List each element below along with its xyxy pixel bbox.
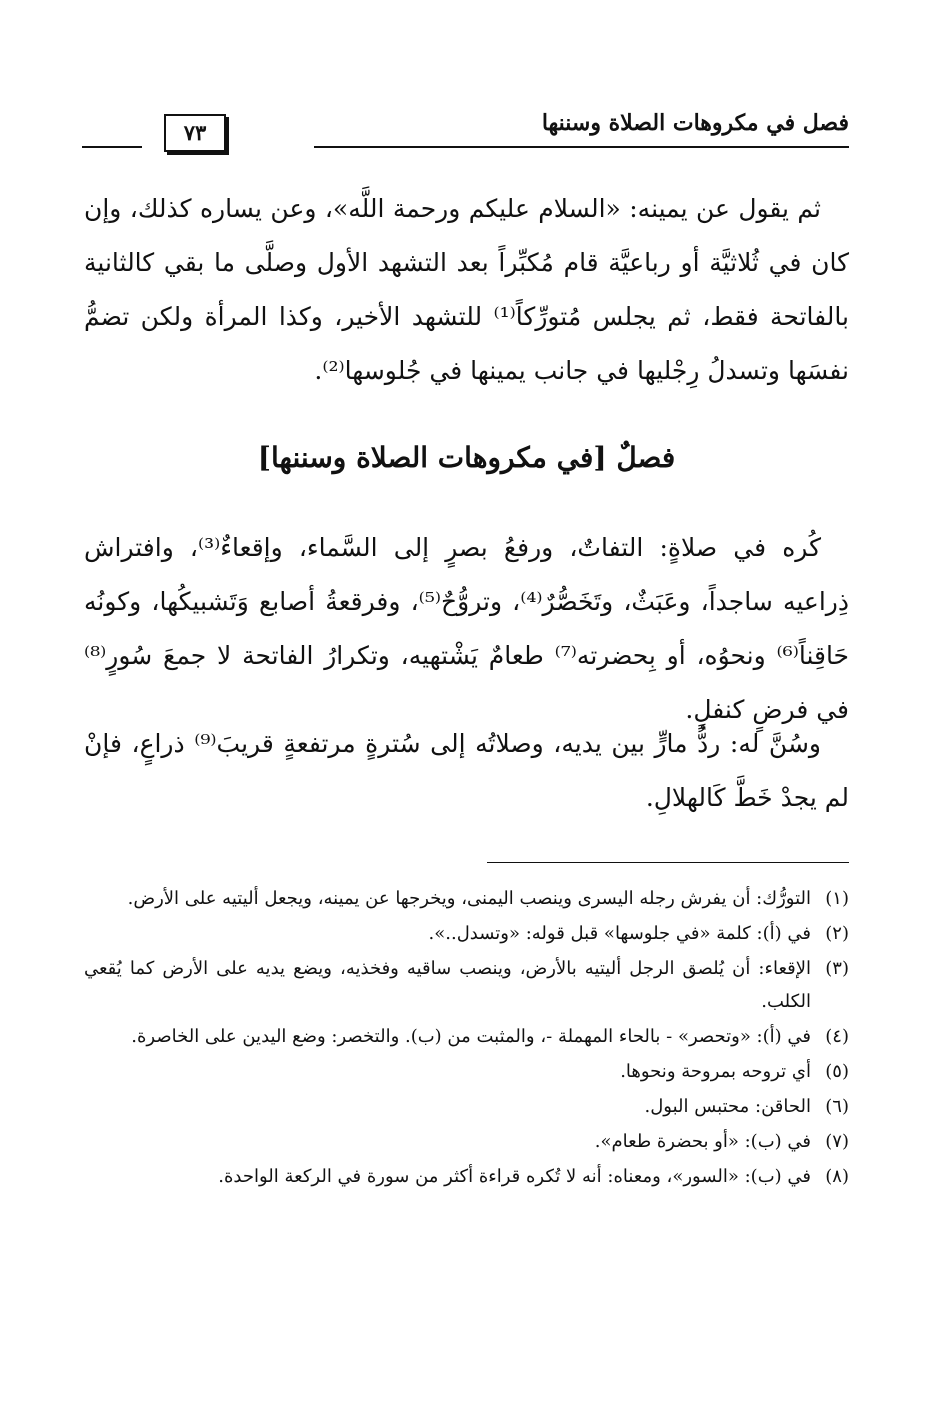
- running-header: [82, 108, 849, 156]
- footnote: [84, 1160, 849, 1193]
- footnote: [84, 917, 849, 950]
- body-paragraph-1: ثم يقول عن يمينه: «السلام عليكم ورحمة اللَّه»، وعن يساره كذلك، وإن كان في ثُلاثيَّة أو رباعيَّة قام مُكبِّراً بعد التشهد الأول وصلَّى ما بقي كالثانية بالفاتحة فقط، ثم يجلس مُتورِّكاً⁽¹⁾ للتشهد الأخير، وكذا المرأة ولكن تضمُّ نفسَها وتسدلُ رِجْليها في جانب يمينها في جُلوسها⁽²⁾.: [84, 194, 849, 385]
- footnotes: [84, 882, 849, 1195]
- footnote: [84, 952, 849, 1018]
- footnote-number: (٨): [825, 1166, 849, 1187]
- footnote-text: في (ب): «أو بحضرة طعام».: [594, 1131, 811, 1152]
- footnote-text: الحاقن: محتبس البول.: [644, 1096, 811, 1117]
- footnote: [84, 1020, 849, 1053]
- footnote-number: (٦): [825, 1096, 849, 1117]
- header-title: فصل في مكروهات الصلاة وسننها: [541, 110, 849, 136]
- footnote-number: (٣): [825, 958, 849, 979]
- footnote: [84, 882, 849, 915]
- footnote-number: (٥): [825, 1061, 849, 1082]
- footnote-text: التورُّك: أن يفرش رجله اليسرى وينصب اليمنى، ويخرجها عن يمينه، ويجعل أليتيه على الأرض.: [127, 888, 811, 909]
- header-rule-short: [82, 146, 142, 148]
- footnote-text: الإقعاء: أن يُلصق الرجل أليتيه بالأرض، وينصب ساقيه وفخذيه، ويضع يديه على الأرض كما يُقعي الكلب.: [84, 958, 811, 1012]
- footnote-number: (٢): [825, 923, 849, 944]
- body-paragraph-2: كُره في صلاةٍ: التفاتٌ، ورفعُ بصرٍ إلى السَّماء، وإقعاءٌ⁽³⁾، وافتراش ذِراعيه ساجداً، وعَبَثٌ، وتَخَصُّرٌ⁽⁴⁾، وتروُّحٌ⁽⁵⁾، وفرقعةُ أصابع وَتَشبيكُها، وكونُه حَاقِناً⁽⁶⁾ ونحوُه، أو بِحضرته⁽⁷⁾ طعامٌ يَشْتهيه، وتكرارُ الفاتحة لا جمعَ سُورٍ⁽⁸⁾ في فرضٍ كنفلٍ.: [84, 533, 850, 724]
- footnote-text: في (أ): «وتحصر» - بالحاء المهملة -، والمثبت من (ب). والتخصر: وضع اليدين على الخاصرة.: [131, 1026, 811, 1047]
- footnote-text: في (أ): كلمة «في جلوسها» قبل قوله: «وتسدل..».: [428, 923, 811, 944]
- footnote-number: (٤): [825, 1026, 849, 1047]
- header-rule: [314, 146, 849, 148]
- footnote: [84, 1055, 849, 1088]
- body-paragraph-3: وسُنَّ له: ردُّ مارٍّ بين يديه، وصلاتُه إلى سُترةٍ مرتفعةٍ قريبَ⁽⁹⁾ ذراعٍ، فإنْ لم يجدْ خَطَّ كَالهلالِ.: [84, 729, 849, 812]
- page-number: ٧٣: [164, 114, 226, 152]
- footnote-text: أي تروحه بمروحة ونحوها.: [620, 1061, 811, 1082]
- footnote-separator: [487, 862, 849, 863]
- footnote-number: (١): [825, 888, 849, 909]
- footnote: [84, 1090, 849, 1123]
- section-heading: فصلٌ [في مكروهات الصلاة وسننها]: [257, 441, 676, 474]
- footnote: [84, 1125, 849, 1158]
- footnote-number: (٧): [825, 1131, 849, 1152]
- footnote-text: في (ب): «السور»، ومعناه: أنه لا تُكره قراءة أكثر من سورة في الركعة الواحدة.: [218, 1166, 811, 1187]
